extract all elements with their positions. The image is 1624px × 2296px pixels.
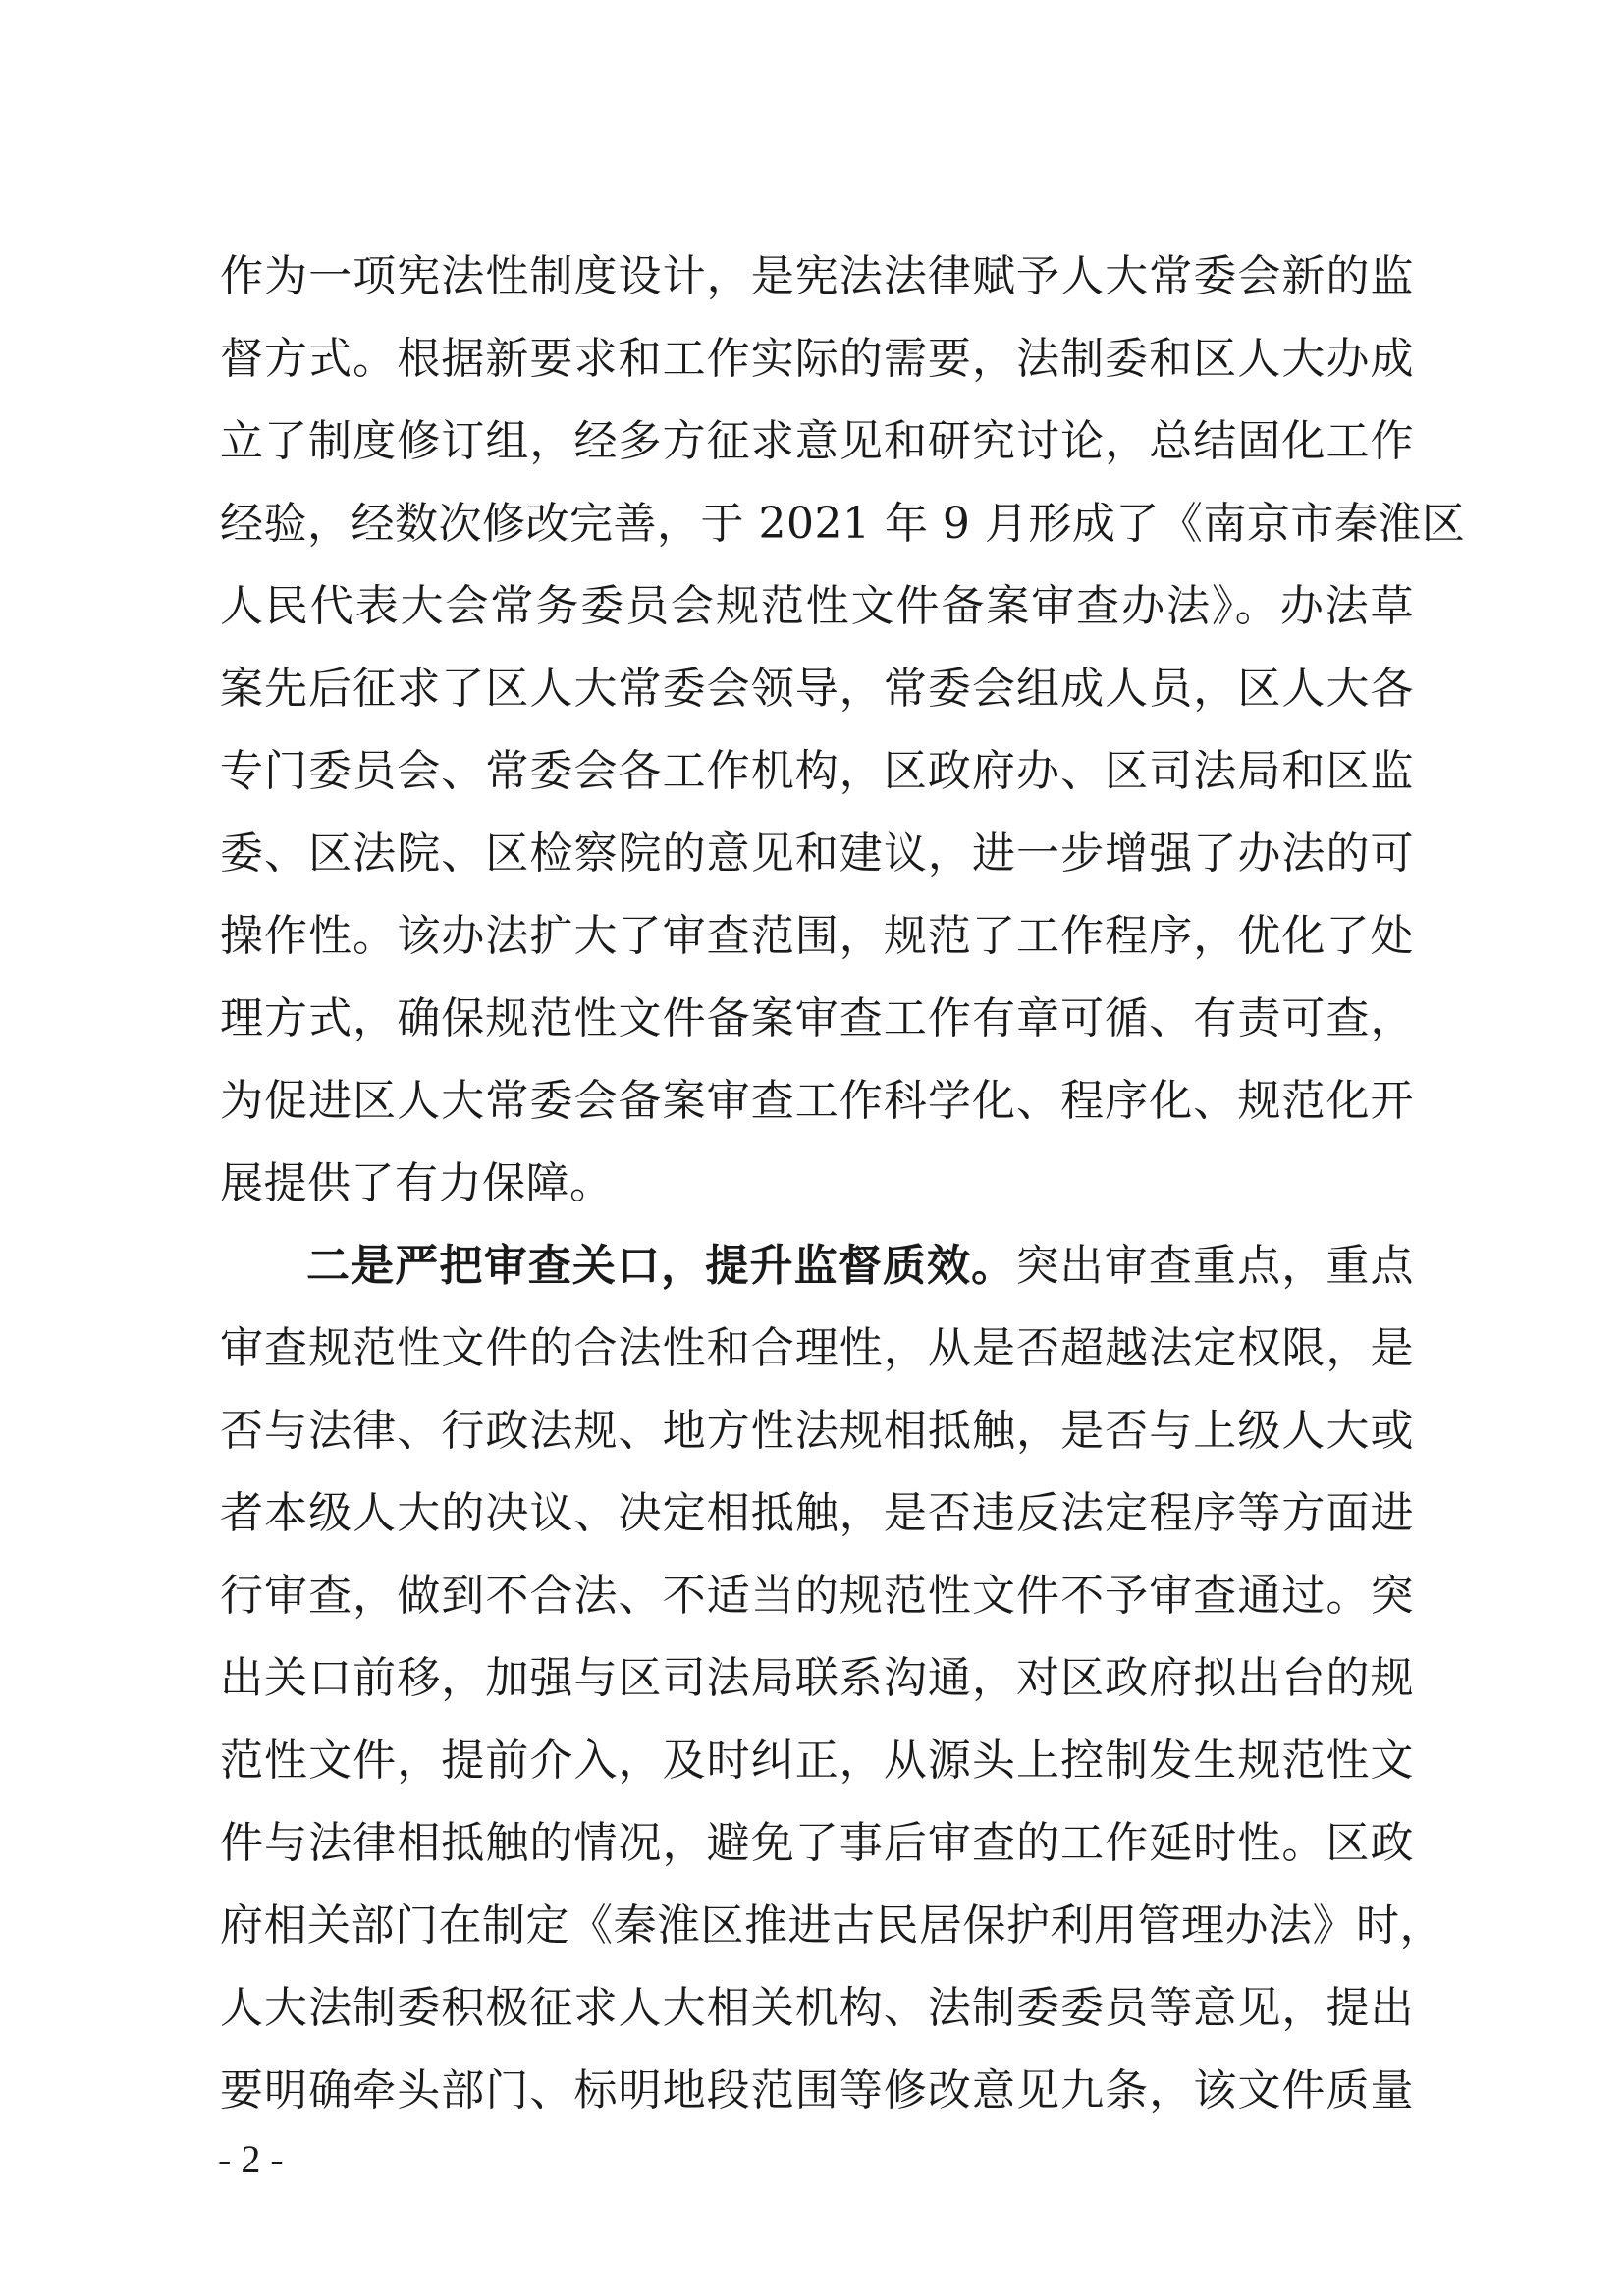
- paragraph-2-bold-heading: 二是严把审查关口，提升监督质效。: [306, 1241, 1016, 1291]
- body-text: [220, 236, 1466, 2132]
- paragraph-2: [220, 1225, 1443, 2132]
- text-line: 为促进区人大常委会备案审查工作科学化、程序化、规范化开: [220, 1076, 1414, 1126]
- text-line: 范性文件，提前介入，及时纠正，从源头上控制发生规范性文: [220, 1735, 1414, 1786]
- paragraph-2-first-line-rest: 突出审查重点，重点: [1015, 1241, 1415, 1291]
- text-line: 件与法律相抵触的情况，避免了事后审查的工作延时性。区政: [220, 1818, 1414, 1868]
- text-line: 出关口前移，加强与区司法局联系沟通，对区政府拟出台的规: [220, 1653, 1414, 1703]
- text-line: 展提供了有力保障。: [220, 1158, 614, 1208]
- text-line: 督方式。根据新要求和工作实际的需要，法制委和区人大办成: [220, 334, 1414, 384]
- text-line: 案先后征求了区人大常委会领导，常委会组成人员，区人大各: [220, 664, 1414, 714]
- text-line: 者本级人大的决议、决定相抵触，是否违反法定程序等方面进: [220, 1488, 1414, 1538]
- text-line: 委、区法院、区检察院的意见和建议，进一步增强了办法的可: [220, 828, 1414, 879]
- paragraph-1: [220, 236, 1466, 1225]
- text-line: 操作性。该办法扩大了审查范围，规范了工作程序，优化了处: [220, 911, 1414, 961]
- text-line: 要明确牵头部门、标明地段范围等修改意见九条，该文件质量: [220, 2065, 1414, 2115]
- text-line: 审查规范性文件的合法性和合理性，从是否超越法定权限，是: [220, 1323, 1414, 1373]
- text-line: 作为一项宪法性制度设计，是宪法法律赋予人大常委会新的监: [220, 251, 1414, 301]
- text-line: 府相关部门在制定《秦淮区推进古民居保护利用管理办法》时，: [220, 1900, 1443, 1950]
- text-line: 否与法律、行政法规、地方性法规相抵触，是否与上级人大或: [220, 1406, 1414, 1456]
- text-line: 立了制度修订组，经多方征求意见和研究讨论，总结固化工作: [220, 416, 1414, 466]
- paragraph-2-first-line: [220, 1225, 1414, 1308]
- text-line: 行审查，做到不合法、不适当的规范性文件不予审查通过。突: [220, 1571, 1414, 1621]
- page-number: - 2 -: [218, 2137, 284, 2181]
- text-line: 人大法制委积极征求人大相关机构、法制委委员等意见，提出: [220, 1983, 1414, 2033]
- text-line: 专门委员会、常委会各工作机构，区政府办、区司法局和区监: [220, 746, 1414, 796]
- text-line: 经验，经数次修改完善，于 2021 年 9 月形成了《南京市秦淮区: [220, 499, 1466, 549]
- text-line: 人民代表大会常务委员会规范性文件备案审查办法》。办法草: [220, 581, 1414, 631]
- text-line: 理方式，确保规范性文件备案审查工作有章可循、有责可查，: [220, 993, 1414, 1043]
